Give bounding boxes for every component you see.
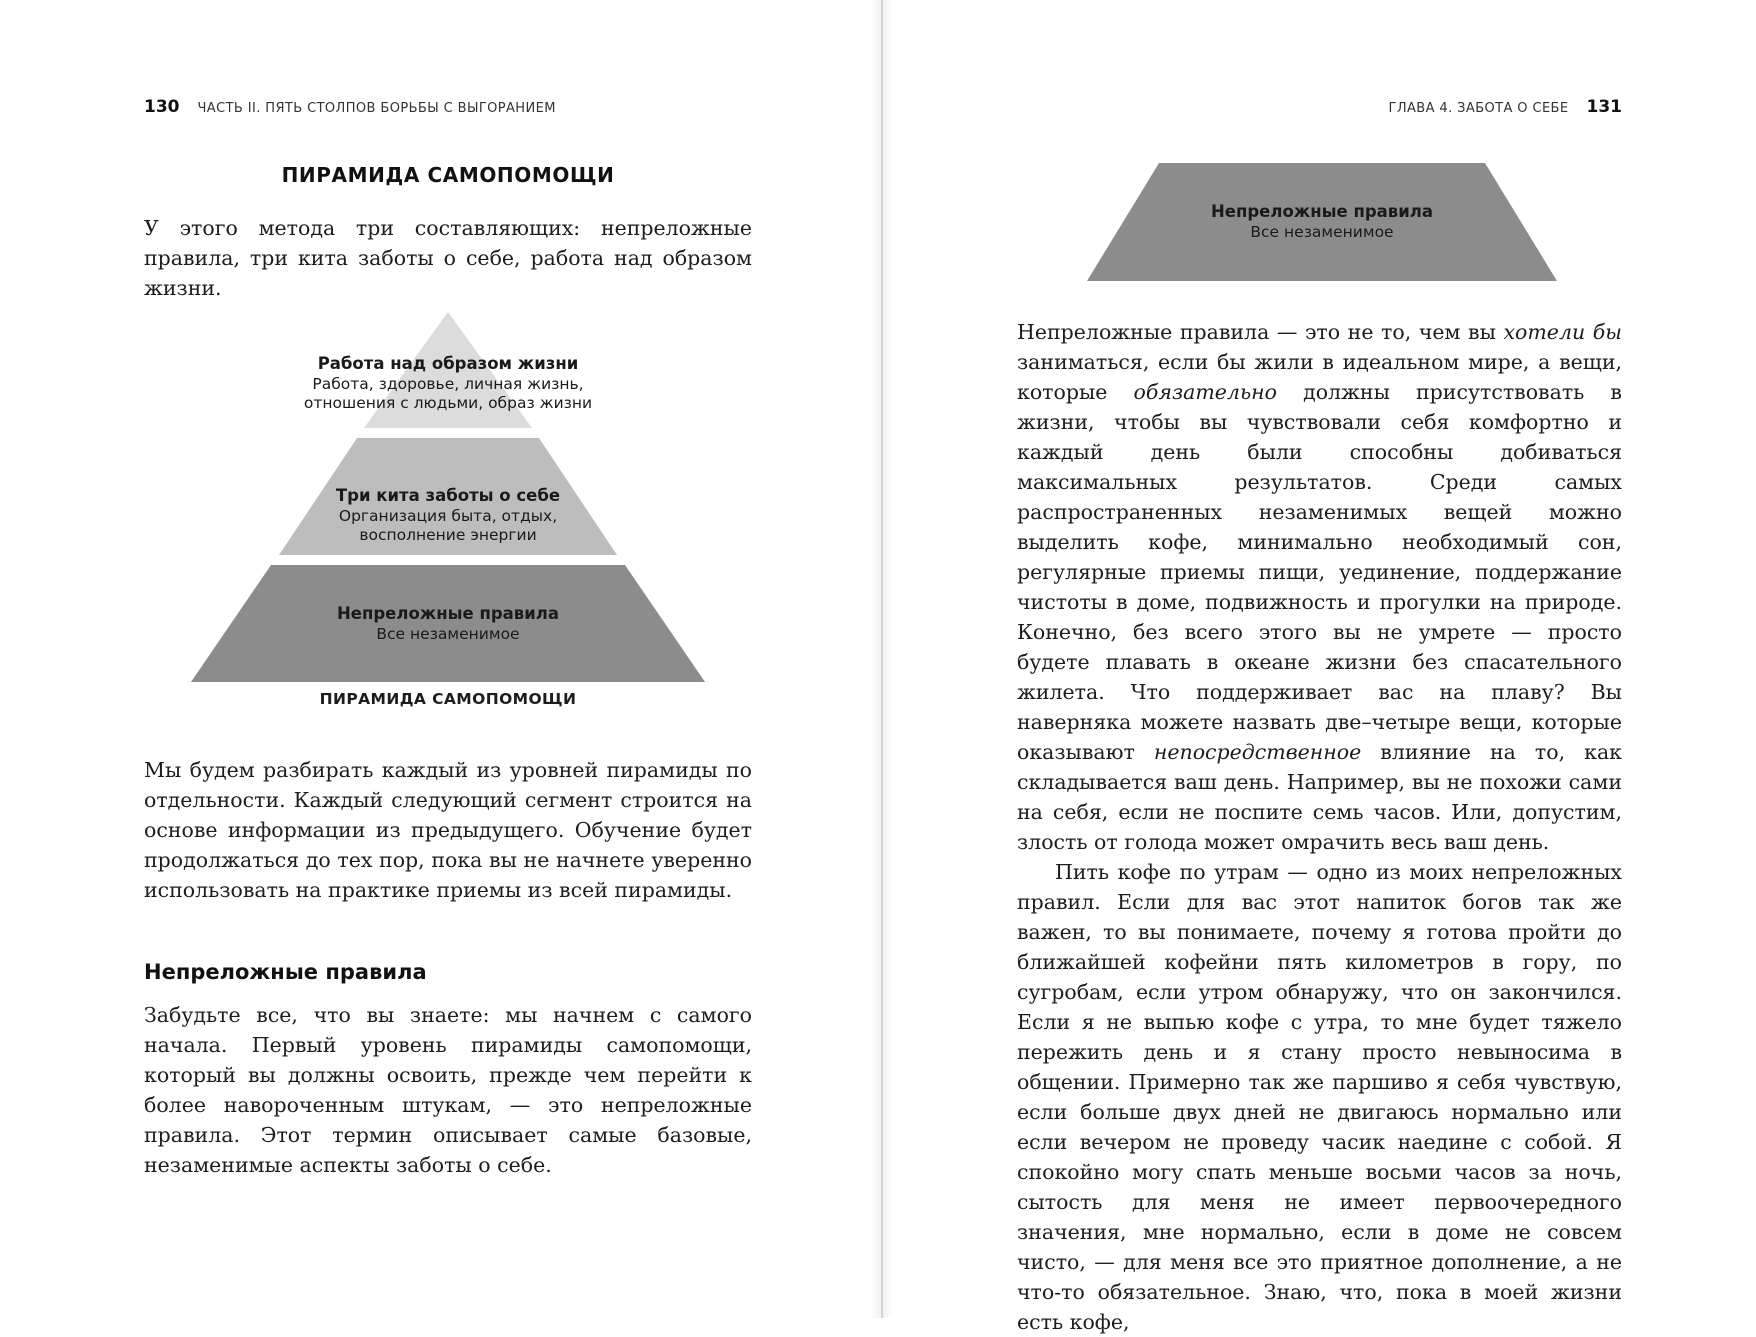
rules-trapezoid-label: [1087, 201, 1557, 242]
tier-middle-desc-line1: Организация быта, отдых,: [338, 507, 558, 525]
p1-text-b: заниматься, если бы жили в идеальном мире, а вещи, которые: [1017, 350, 1622, 404]
rules-trapezoid: [1087, 163, 1557, 281]
paragraph-2-block: [144, 755, 752, 905]
left-page-number: 130: [144, 97, 180, 117]
intro-block: [144, 213, 752, 303]
p1-text-a: Непреложные правила — это не то, чем вы: [1017, 320, 1504, 344]
pyramid-tier-top-label: [144, 353, 752, 413]
right-running-head-text: ГЛАВА 4. ЗАБОТА О СЕБЕ: [1388, 101, 1569, 116]
paragraph-2: Мы будем разбирать каждый из уровней пирамиды по отдельности. Каждый следующий сегмент строится на основе информации из предыдущего. Обучение будет продолжаться до тех пор, пока вы не начнете уверенно использовать на практике приемы из всей пирамиды.: [144, 758, 752, 902]
right-page: [1017, 0, 1622, 1334]
left-page: [144, 0, 752, 1318]
tier-top-title: Работа над образом жизни: [317, 354, 579, 373]
right-running-head: [1017, 97, 1622, 121]
pyramid-tier-bottom-label: [144, 603, 752, 644]
p1-italic-2: обязательно: [1133, 380, 1277, 404]
p1-italic-1: хотели бы: [1503, 320, 1622, 344]
self-help-pyramid: [144, 312, 752, 720]
p1-italic-3: непосредственное: [1153, 740, 1362, 764]
tier-top-desc-line1: Работа, здоровье, личная жизнь,: [312, 375, 584, 393]
book-spine: [881, 0, 883, 1318]
tier-bottom-title: Непреложные правила: [336, 604, 560, 623]
subheading-rules: Непреложные правила: [144, 960, 427, 984]
p1-text-c: должны присутствовать в жизни, чтобы вы чувствовали себя комфортно и каждый день были способны добиваться максимальных результатов. Среди самых распространенных незаменимых вещей можно выделить кофе, минимально необходимый сон, регулярные приемы пищи, уединение, поддержание чистоты в доме, подвижность и прогулки на природе. Конечно, без всего этого вы не умрете — просто будете плавать в океане жизни без спасательного жилета. Что поддерживает вас на плаву? Вы наверняка можете назвать две–четыре вещи, которые оказывают: [1017, 380, 1622, 764]
tier-top-desc-line2: отношения с людьми, образ жизни: [303, 394, 593, 412]
pyramid-caption: ПИРАМИДА САМОПОМОЩИ: [319, 690, 577, 708]
paragraph-3: Забудьте все, что вы знаете: мы начнем с самого начала. Первый уровень пирамиды самопомощи, который вы должны освоить, прежде чем перейти к более навороченным штукам, — это непреложные правила. Этот термин описывает самые базовые, незаменимые аспекты заботы о себе.: [144, 1003, 752, 1177]
trapezoid-desc: Все незаменимое: [1250, 223, 1394, 241]
section-title: ПИРАМИДА САМОПОМОЩИ: [281, 163, 615, 187]
left-running-head: [144, 97, 752, 121]
tier-middle-title: Три кита заботы о себе: [335, 486, 561, 505]
right-paragraph-2: Пить кофе по утрам — одно из моих непреложных правил. Если для вас этот напиток богов так же важен, то вы понимаете, почему я готова пройти до ближайшей кофейни пять километров в гору, по сугробам, если утром обнаружу, что он закончился. Если я не выпью кофе с утра, то мне будет тяжело пережить день и я стану просто невыносима в общении. Примерно так же паршиво я себя чувствую, если больше двух дней не двигаюсь нормально или если вечером не проведу часик наедине с собой. Я спокойно могу спать меньше восьми часов за ночь, сытость для меня не имеет первоочередного значения, мне нормально, если в доме не совсем чисто, — для меня все это приятное дополнение, а не что-то обязательное. Знаю, что, пока в моей жизни есть кофе,: [1017, 860, 1622, 1334]
tier-bottom-desc: Все незаменимое: [376, 625, 520, 643]
right-paragraph-1-block: [1017, 317, 1622, 1337]
left-running-head-text: ЧАСТЬ II. ПЯТЬ СТОЛПОВ БОРЬБЫ С ВЫГОРАНИЕМ: [197, 101, 556, 116]
intro-paragraph: У этого метода три составляющих: непреложные правила, три кита заботы о себе, работа над образом жизни.: [144, 216, 752, 300]
paragraph-3-block: [144, 1000, 752, 1180]
pyramid-tier-middle-label: [144, 485, 752, 545]
p1-text-d: влияние на то, как складывается ваш день. Например, вы не похожи сами на себя, если не поспите семь часов. Или, допустим, злость от голода может омрачить весь ваш день.: [1017, 740, 1622, 854]
trapezoid-title: Непреложные правила: [1210, 202, 1434, 221]
right-paragraph-1: [1017, 317, 1622, 857]
tier-middle-desc-line2: восполнение энергии: [359, 526, 537, 544]
right-page-number: 131: [1586, 97, 1622, 117]
